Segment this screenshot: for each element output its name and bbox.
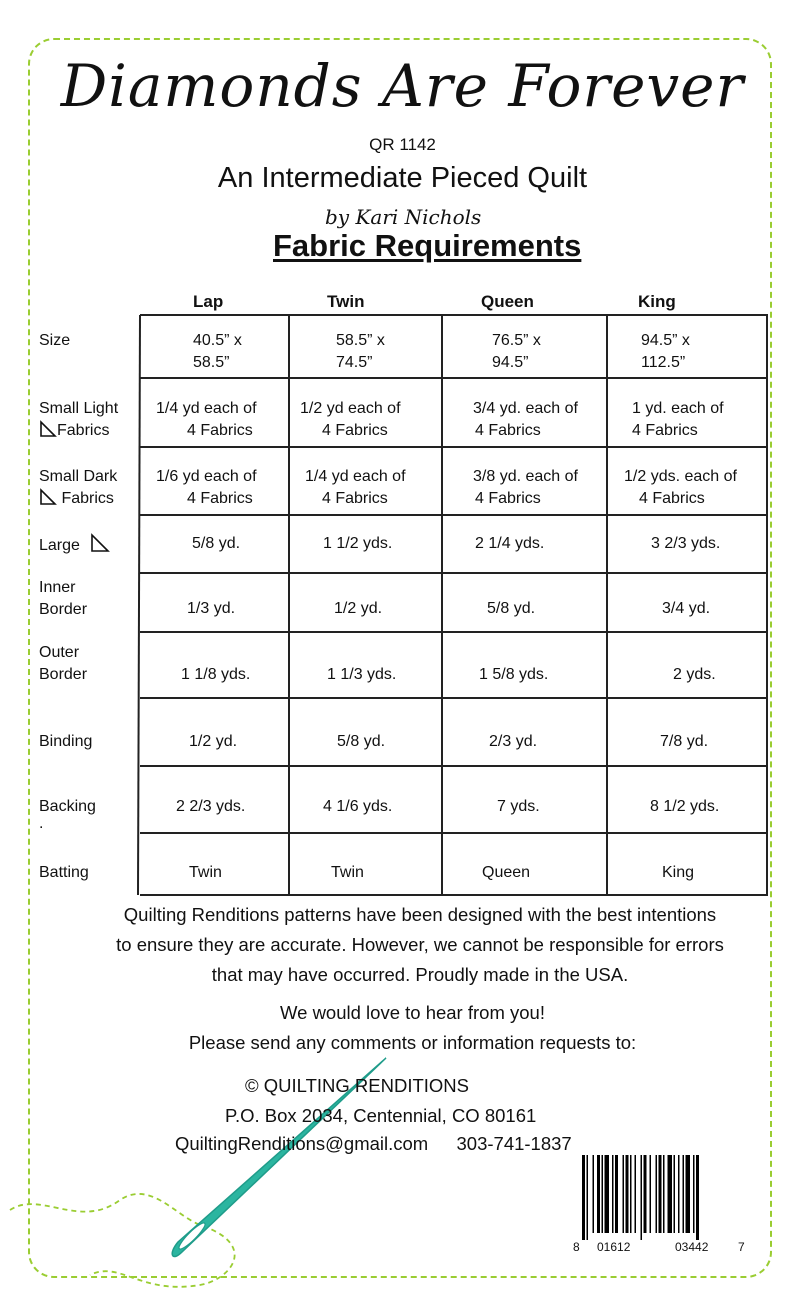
table-cell: 1/4 yd each of 4 Fabrics <box>156 400 257 439</box>
table-cell: 1/3 yd. <box>187 600 236 617</box>
row-label-binding: Binding <box>39 733 93 750</box>
barcode-lead-digit: 8 <box>573 1240 580 1254</box>
barcode-bar <box>644 1155 647 1233</box>
table-cell: 1/2 yd. <box>334 600 383 617</box>
barcode-bar <box>696 1155 699 1240</box>
column-header-king: King <box>638 292 676 311</box>
row-label-outer-border: Outer Border <box>39 644 88 683</box>
contact-line <box>175 1133 572 1155</box>
table-cell: 76.5” x 94.5” <box>492 332 541 371</box>
barcode-bar <box>683 1155 685 1233</box>
barcode-bar <box>626 1155 629 1233</box>
barcode-bar <box>693 1155 695 1233</box>
table-cell: 3 2/3 yds. <box>651 535 721 552</box>
row-label-batting: Batting <box>39 864 89 881</box>
barcode-bar <box>623 1155 625 1233</box>
pattern-subtitle: An Intermediate Pieced Quilt <box>217 162 588 194</box>
barcode-bar <box>678 1155 680 1233</box>
phone-number: 303-741-1837 <box>456 1133 572 1154</box>
barcode-bar <box>668 1155 673 1233</box>
row-label-small-light: Small Light Fabrics <box>39 400 119 439</box>
row-label-small-dark: Small Dark Fabrics <box>39 468 118 507</box>
table-cell: 1 1/3 yds. <box>327 666 397 683</box>
table-cell: 1/6 yd each of 4 Fabrics <box>156 468 257 507</box>
column-header-queen: Queen <box>481 292 534 311</box>
barcode-bar <box>602 1155 604 1233</box>
table-cell: 4 1/6 yds. <box>323 798 393 815</box>
pattern-title: Diamonds Are Forever <box>60 52 745 120</box>
barcode-bar <box>641 1155 643 1240</box>
table-cell: 1 1/2 yds. <box>323 535 393 552</box>
company-name: © QUILTING RENDITIONS <box>245 1075 469 1096</box>
table-cell: 2 1/4 yds. <box>475 535 545 552</box>
table-cell: 1/2 yd each of 4 Fabrics <box>300 400 401 439</box>
table-cell: 5/8 yd. <box>192 535 241 552</box>
row-label-large: Large <box>39 533 110 557</box>
table-cell: 1/4 yd each of 4 Fabrics <box>305 468 406 507</box>
table-cell: 1 1/8 yds. <box>181 666 251 683</box>
barcode-bar <box>587 1155 589 1240</box>
table-cell: 3/4 yd. <box>662 600 711 617</box>
barcode-bar <box>659 1155 662 1233</box>
table-cell: 1/2 yds. each of 4 Fabrics <box>624 468 737 507</box>
table-cell: 2 2/3 yds. <box>176 798 246 815</box>
table-cell: 1 yd. each of 4 Fabrics <box>632 400 724 439</box>
table-cell: 58.5” x 74.5” <box>336 332 385 371</box>
table-cell: 2/3 yd. <box>489 733 538 750</box>
row-label-backing: Backing . <box>39 798 96 832</box>
barcode-bar <box>663 1155 665 1233</box>
row-label-size: Size <box>39 332 71 349</box>
barcode-bar <box>656 1155 658 1233</box>
table-cell: Twin <box>331 864 364 881</box>
table-cell: 7/8 yd. <box>660 733 709 750</box>
table-cell: King <box>662 864 695 881</box>
table-cell: Queen <box>482 864 531 881</box>
email-address: QuiltingRenditions@gmail.com <box>175 1133 429 1154</box>
barcode <box>570 1155 750 1240</box>
mailing-address: P.O. Box 2034, Centennial, CO 80161 <box>225 1105 537 1126</box>
section-heading: Fabric Requirements <box>273 228 582 263</box>
barcode-bar <box>597 1155 600 1233</box>
table-cell: 7 yds. <box>497 798 540 815</box>
barcode-bar <box>582 1155 585 1240</box>
table-cell: 40.5” x 58.5” <box>193 332 242 371</box>
table-cell: 3/8 yd. each of 4 Fabrics <box>473 468 578 507</box>
barcode-bar <box>630 1155 632 1233</box>
table-cell: 8 1/2 yds. <box>650 798 720 815</box>
table-cell: 1/2 yd. <box>189 733 238 750</box>
table-cell: 3/4 yd. each of 4 Fabrics <box>473 400 578 439</box>
barcode-check-digit: 7 <box>738 1240 745 1254</box>
barcode-bar <box>612 1155 614 1233</box>
table-cell: 1 5/8 yds. <box>479 666 549 683</box>
barcode-left-digits: 01612 <box>597 1240 631 1254</box>
author-signature: by Kari Nichols <box>325 205 482 229</box>
column-header-twin: Twin <box>327 292 365 311</box>
table-cell: Twin <box>189 864 222 881</box>
table-cell: 2 yds. <box>673 666 716 683</box>
contact-invitation: We would love to hear from you! Please send any comments or information requests to: <box>188 1002 637 1053</box>
pattern-code: QR 1142 <box>369 135 436 154</box>
barcode-bar <box>674 1155 676 1233</box>
barcode-bar <box>593 1155 595 1233</box>
barcode-bar <box>635 1155 637 1233</box>
barcode-right-digits: 03442 <box>675 1240 709 1254</box>
column-header-lap: Lap <box>193 292 224 311</box>
table-cell: 94.5” x 112.5” <box>641 332 690 371</box>
barcode-bar <box>615 1155 618 1233</box>
barcode-bar <box>686 1155 691 1233</box>
disclaimer-text: Quilting Renditions patterns have been designed with the best intentions to ensure they are accurate. However, we cannot be responsible for errors that may have occurred. Proudly made in the USA. <box>116 904 724 985</box>
barcode-bar <box>650 1155 652 1233</box>
table-cell: 5/8 yd. <box>487 600 536 617</box>
table-cell: 5/8 yd. <box>337 733 386 750</box>
row-label-inner-border: Inner Border <box>39 579 88 618</box>
barcode-bar <box>605 1155 610 1233</box>
